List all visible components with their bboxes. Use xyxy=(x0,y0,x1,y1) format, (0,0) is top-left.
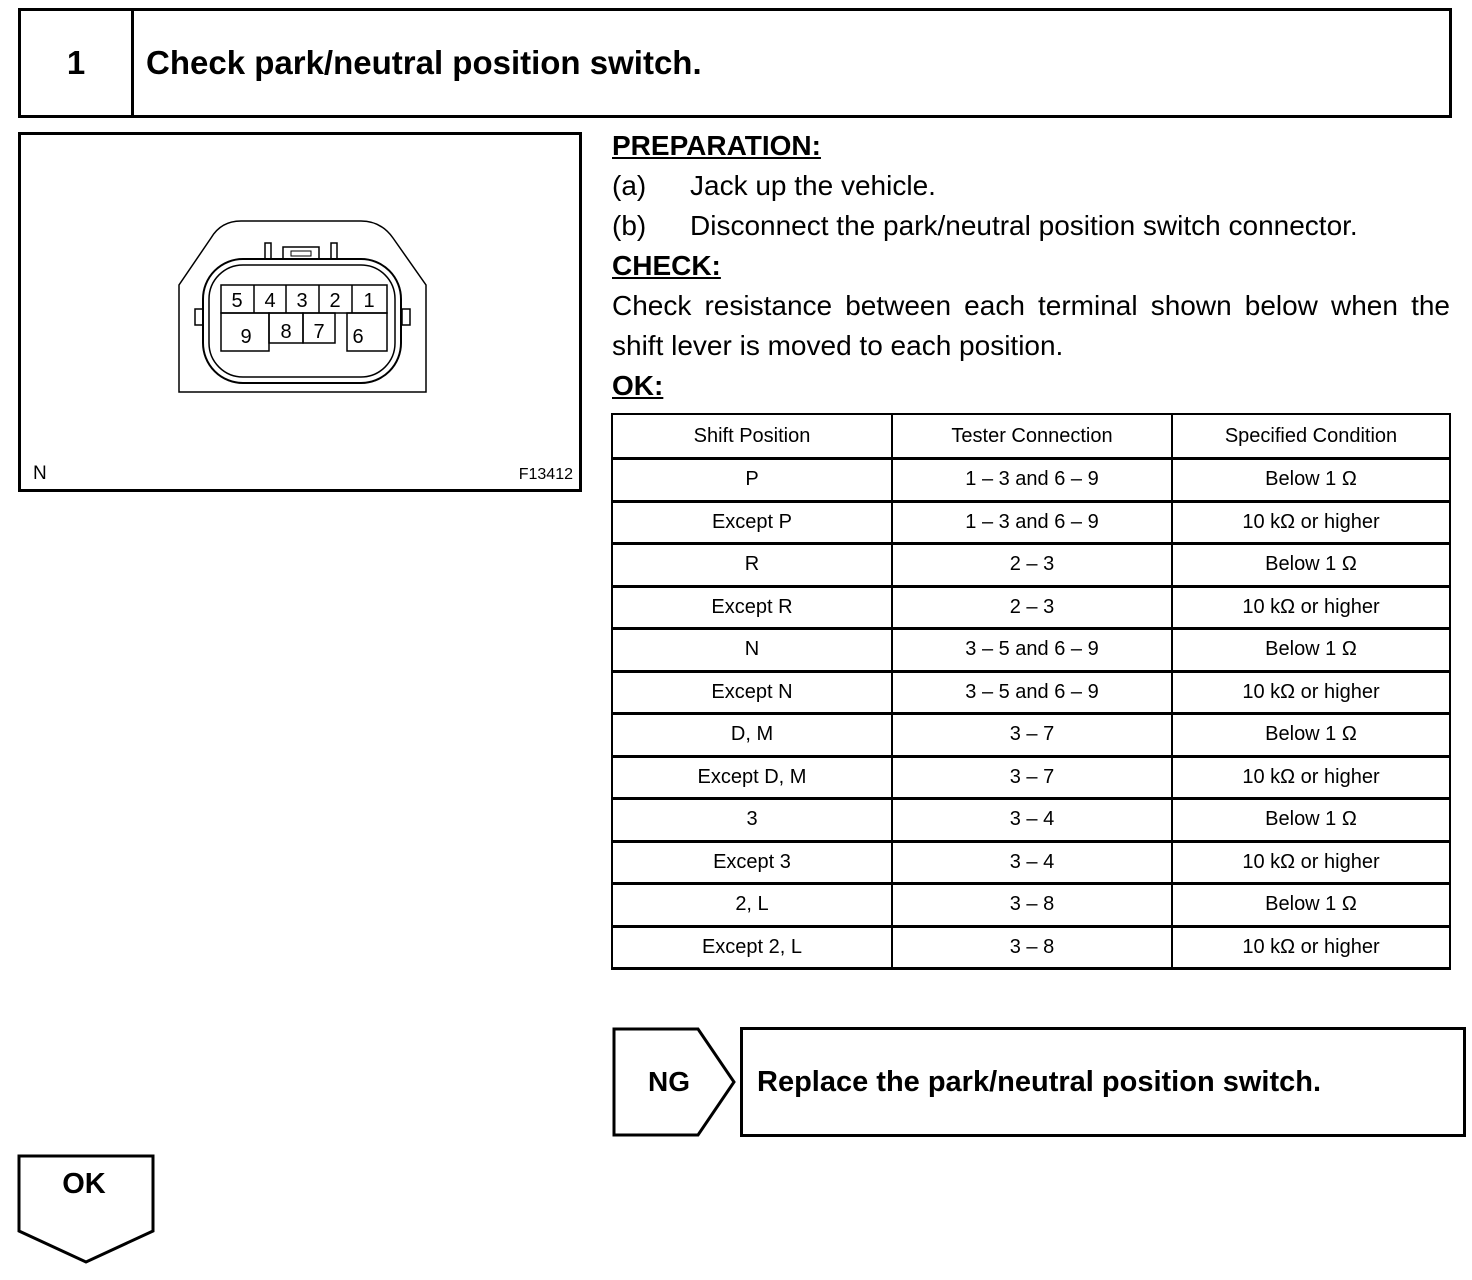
table-cell: 1 – 3 and 6 – 9 xyxy=(892,459,1172,502)
table-row xyxy=(612,501,1450,544)
table-row xyxy=(612,926,1450,969)
table-row xyxy=(612,799,1450,842)
table-cell: 10 kΩ or higher xyxy=(1172,501,1450,544)
table-cell: 10 kΩ or higher xyxy=(1172,586,1450,629)
column-header: Tester Connection xyxy=(892,414,1172,459)
table-cell: 10 kΩ or higher xyxy=(1172,926,1450,969)
connector-illustration xyxy=(18,132,582,492)
table-cell: Except N xyxy=(612,671,892,714)
instructions xyxy=(612,126,1450,406)
table-row xyxy=(612,671,1450,714)
table-cell: 3 xyxy=(612,799,892,842)
terminal-1: 1 xyxy=(363,290,375,312)
ng-action-text: Replace the park/neutral position switch. xyxy=(757,1065,1322,1098)
ng-action-box xyxy=(740,1027,1466,1137)
terminal-3: 3 xyxy=(296,290,308,312)
column-header: Specified Condition xyxy=(1172,414,1450,459)
terminal-6: 6 xyxy=(352,326,364,348)
table-cell: 10 kΩ or higher xyxy=(1172,671,1450,714)
table-cell: 1 – 3 and 6 – 9 xyxy=(892,501,1172,544)
terminal-7: 7 xyxy=(313,321,325,343)
table-cell: Except 2, L xyxy=(612,926,892,969)
table-cell: Below 1 Ω xyxy=(1172,714,1450,757)
table-cell: Except D, M xyxy=(612,756,892,799)
table-cell: 3 – 8 xyxy=(892,884,1172,927)
prep-step-label: (b) xyxy=(612,210,647,241)
table-cell: Except R xyxy=(612,586,892,629)
table-cell: Except 3 xyxy=(612,841,892,884)
table-cell: Below 1 Ω xyxy=(1172,884,1450,927)
table-cell: Except P xyxy=(612,501,892,544)
step-title: Check park/neutral position switch. xyxy=(146,44,702,81)
table-cell: 10 kΩ or higher xyxy=(1172,841,1450,884)
table-cell: Below 1 Ω xyxy=(1172,799,1450,842)
table-cell: 2 – 3 xyxy=(892,586,1172,629)
prep-step-text: Jack up the vehicle. xyxy=(690,170,936,201)
table-cell: 3 – 5 and 6 – 9 xyxy=(892,629,1172,672)
figure-code: F13412 xyxy=(518,466,573,483)
table-cell: 2 – 3 xyxy=(892,544,1172,587)
terminal-8: 8 xyxy=(280,321,292,343)
table-cell: Below 1 Ω xyxy=(1172,459,1450,502)
step-number: 1 xyxy=(21,11,134,115)
table-cell: 3 – 4 xyxy=(892,841,1172,884)
prep-step-text: Disconnect the park/neutral position switch connector. xyxy=(690,210,1358,241)
table-row xyxy=(612,884,1450,927)
check-heading: CHECK: xyxy=(612,250,721,281)
terminal-9: 9 xyxy=(240,326,252,348)
table-cell: 10 kΩ or higher xyxy=(1172,756,1450,799)
prep-step-label: (a) xyxy=(612,170,647,201)
table-cell: 3 – 8 xyxy=(892,926,1172,969)
table-cell: R xyxy=(612,544,892,587)
table-cell: N xyxy=(612,629,892,672)
table-cell: 3 – 5 and 6 – 9 xyxy=(892,671,1172,714)
table-cell: Below 1 Ω xyxy=(1172,544,1450,587)
terminal-2: 2 xyxy=(329,290,341,312)
table-row xyxy=(612,544,1450,587)
resistance-table xyxy=(611,413,1451,970)
ok-heading: OK: xyxy=(612,370,664,401)
terminal-5: 5 xyxy=(231,290,243,312)
terminal-4: 4 xyxy=(264,290,276,312)
table-row xyxy=(612,756,1450,799)
column-header: Shift Position xyxy=(612,414,892,459)
table-header-row xyxy=(612,414,1450,459)
prep-step-a xyxy=(612,166,1450,206)
table-row xyxy=(612,629,1450,672)
ok-arrow-label: OK xyxy=(62,1168,106,1200)
table-cell: 3 – 7 xyxy=(892,714,1172,757)
step-header xyxy=(18,8,1452,118)
connector-drawing xyxy=(21,135,579,489)
table-cell: Below 1 Ω xyxy=(1172,629,1450,672)
ng-label: NG xyxy=(648,1066,690,1097)
prep-step-b xyxy=(612,206,1450,246)
check-text: Check resistance between each terminal shown below when the shift lever is moved to each position. xyxy=(612,290,1450,361)
table-row xyxy=(612,714,1450,757)
preparation-heading: PREPARATION: xyxy=(612,130,821,161)
table-row xyxy=(612,586,1450,629)
table-cell: 2, L xyxy=(612,884,892,927)
table-row xyxy=(612,841,1450,884)
table-row xyxy=(612,459,1450,502)
table-cell: 3 – 4 xyxy=(892,799,1172,842)
table-cell: D, M xyxy=(612,714,892,757)
table-cell: 3 – 7 xyxy=(892,756,1172,799)
view-label: N xyxy=(33,463,47,484)
table-cell: P xyxy=(612,459,892,502)
